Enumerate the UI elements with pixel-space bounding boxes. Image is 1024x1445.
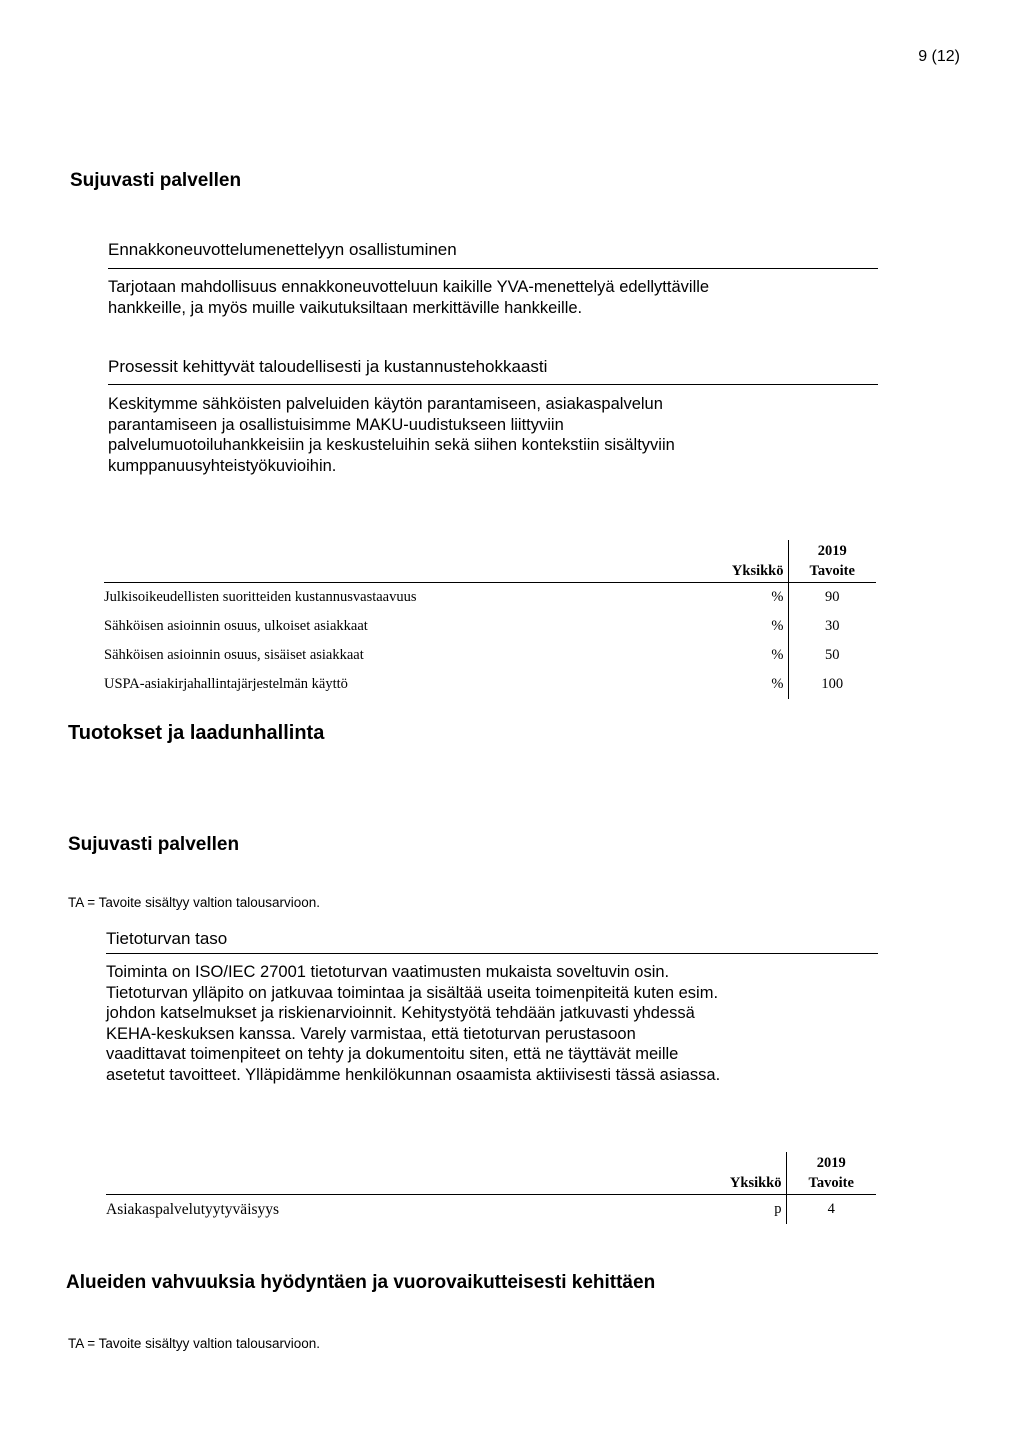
table-header-empty bbox=[106, 1152, 686, 1172]
table-header-target: Tavoite bbox=[786, 1172, 876, 1195]
row-unit: % bbox=[688, 670, 788, 699]
text-line: asetetut tavoitteet. Ylläpidämme henkilökunnan osaamista aktiivisesti tässä asiassa. bbox=[106, 1065, 721, 1084]
table-header-empty bbox=[688, 540, 788, 560]
ta-note: TA = Tavoite sisältyy valtion talousarvioon. bbox=[68, 895, 321, 910]
page-number: 9 (12) bbox=[918, 48, 960, 65]
row-target: 100 bbox=[821, 676, 844, 692]
text-line: parantamiseen ja osallistuisimme MAKU-uudistukseen liittyviin bbox=[108, 415, 564, 434]
table-row bbox=[104, 641, 876, 670]
row-target: 4 bbox=[827, 1201, 835, 1217]
row-unit: % bbox=[688, 641, 788, 670]
row-name: Julkisoikeudellisten suoritteiden kustannusvastaavuus bbox=[104, 589, 417, 605]
ta-note: TA = Tavoite sisältyy valtion talousarvioon. bbox=[68, 1336, 321, 1351]
subheading-sujuvasti: Sujuvasti palvellen bbox=[68, 834, 240, 855]
text-line: vaadittavat toimenpiteet on tehty ja dokumentoitu siten, että ne täyttävät meille bbox=[106, 1045, 679, 1063]
table-row bbox=[104, 583, 876, 613]
row-unit: p bbox=[686, 1195, 786, 1225]
item-description-ennakkoneuvottelu bbox=[108, 277, 888, 318]
item-description-tietoturva bbox=[106, 962, 896, 1085]
text-line: johdon katselmukset ja riskienarvioinnit. Kehitystyötä tehdään jatkuvasti yhdessä bbox=[106, 1004, 695, 1022]
table-row bbox=[106, 1195, 876, 1225]
row-name: Asiakaspalvelutyytyväisyys bbox=[106, 1200, 280, 1218]
row-name: USPA-asiakirjahallintajärjestelmän käyttö bbox=[104, 676, 348, 692]
section-heading-alueiden: Alueiden vahvuuksia hyödyntäen ja vuorovaikutteisesti kehittäen bbox=[66, 1272, 656, 1293]
table-header-empty bbox=[104, 560, 688, 583]
section-heading-sujuvasti: Sujuvasti palvellen bbox=[70, 170, 242, 191]
item-title-prosessit: Prosessit kehittyvät taloudellisesti ja kustannustehokkaasti bbox=[108, 357, 548, 376]
row-unit: % bbox=[688, 583, 788, 613]
text-line: KEHA-keskuksen kanssa. Varely varmistaa, että tietoturvan perustasoon bbox=[106, 1024, 636, 1043]
row-target: 90 bbox=[825, 589, 840, 605]
row-target: 50 bbox=[825, 647, 840, 663]
table-row bbox=[104, 670, 876, 699]
section-heading-tuotokset: Tuotokset ja laadunhallinta bbox=[68, 722, 325, 744]
table-header-unit: Yksikkö bbox=[688, 560, 788, 583]
text-line: hankkeille, ja myös muille vaikutuksiltaan merkittäville hankkeille. bbox=[108, 298, 583, 317]
table-row bbox=[104, 612, 876, 641]
item-description-prosessit bbox=[108, 394, 888, 476]
table-header-target: Tavoite bbox=[788, 560, 876, 583]
table-header-empty bbox=[106, 1172, 686, 1195]
row-unit: % bbox=[688, 612, 788, 641]
table-header-unit: Yksikkö bbox=[686, 1172, 786, 1195]
title-underline bbox=[106, 953, 878, 954]
item-title-tietoturva: Tietoturvan taso bbox=[106, 929, 228, 948]
table-header-year: 2019 bbox=[817, 543, 847, 559]
text-line: Toiminta on ISO/IEC 27001 tietoturvan vaatimusten mukaista soveltuvin osin. bbox=[106, 963, 670, 981]
item-title-ennakkoneuvottelu: Ennakkoneuvottelumenettelyyn osallistuminen bbox=[108, 240, 457, 259]
table-header-year: 2019 bbox=[816, 1155, 846, 1171]
text-line: Keskitymme sähköisten palveluiden käytön parantamiseen, asiakaspalvelun bbox=[108, 395, 663, 413]
table-header-empty bbox=[104, 540, 688, 560]
row-target: 30 bbox=[825, 618, 840, 634]
text-line: Tarjotaan mahdollisuus ennakkoneuvotteluun kaikille YVA-menettelyä edellyttäville bbox=[108, 278, 710, 296]
table-header-empty bbox=[686, 1152, 786, 1172]
text-line: kumppanuusyhteistyökuvioihin. bbox=[108, 456, 337, 475]
title-underline bbox=[108, 384, 878, 385]
text-line: Tietoturvan ylläpito on jatkuvaa toimintaa ja sisältää useita toimenpiteitä kuten esim. bbox=[106, 983, 719, 1002]
kpi-table-tietoturva bbox=[106, 1152, 876, 1224]
text-line: palvelumuotoiluhankkeisiin ja keskusteluihin sekä siihen kontekstiin sisältyviin bbox=[108, 436, 675, 454]
row-name: Sähköisen asioinnin osuus, ulkoiset asiakkaat bbox=[104, 618, 368, 634]
kpi-table-sujuvasti bbox=[104, 540, 876, 699]
row-name: Sähköisen asioinnin osuus, sisäiset asiakkaat bbox=[104, 647, 364, 663]
title-underline bbox=[108, 268, 878, 269]
